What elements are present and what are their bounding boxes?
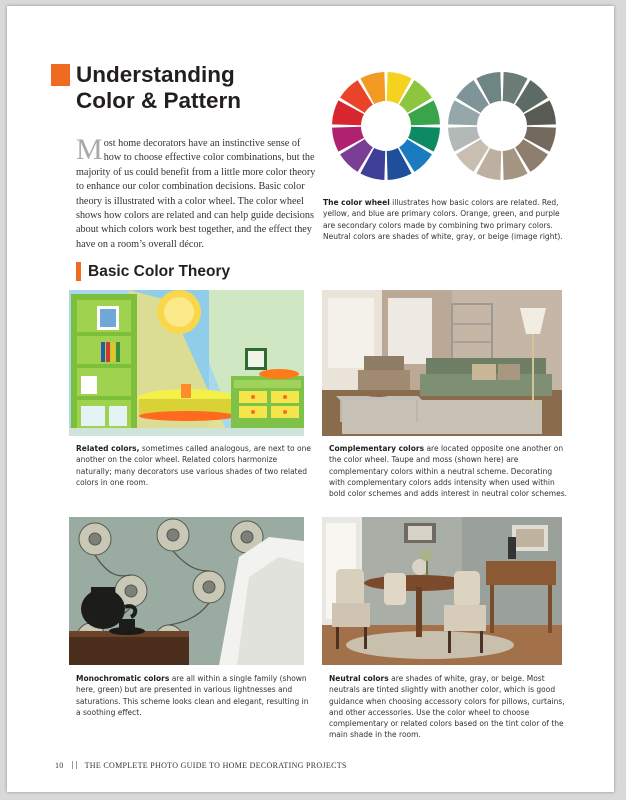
drop-cap: M: [76, 133, 103, 166]
caption-monochromatic-colors-text: are all within a single family (shown here, green) but are presented in various lightnesses and saturations. This scheme looks clean and elegant, resulting in a soothing effect.: [76, 674, 309, 717]
page-title-line-2: Color & Pattern: [76, 88, 242, 113]
page-number: 10: [55, 761, 64, 770]
caption-neutral-colors: [329, 673, 569, 741]
color-wheels: [330, 68, 562, 186]
caption-complementary-colors-lead: Complementary colors: [329, 444, 425, 453]
caption-complementary-colors-text: are located opposite one another on the color wheel. Taupe and moss (shown here) are complementary colors within a neutral scheme. Decorating with complementary colors adds intensity when used within bold color schemes and adds interest in neutral color schemes.: [329, 444, 567, 499]
bright-color-wheel: [331, 71, 441, 181]
photo-related-colors: [69, 290, 304, 436]
book-title: THE COMPLETE PHOTO GUIDE TO HOME DECORATING PROJECTS: [84, 761, 347, 770]
section-title: Basic Color Theory: [88, 263, 231, 280]
caption-monochromatic-colors-lead: Monochromatic colors: [76, 674, 170, 683]
bright-wheel-center: [363, 103, 409, 149]
caption-text: illustrates how basic colors are related. Red, yellow, and blue are primary colors. Orange, green, and purple are secondary colors made by combining two primary colors. Neutral colors are shades of white, gray, or beige (image right).: [323, 198, 563, 241]
intro-paragraph: [76, 133, 316, 252]
caption-complementary-colors: [329, 443, 567, 499]
page-footer: [55, 761, 347, 770]
photo-complementary-colors: [322, 290, 562, 436]
page: [7, 6, 614, 792]
caption-related-colors: [76, 443, 312, 488]
caption-related-colors-lead: Related colors,: [76, 444, 140, 453]
intro-text: ost home decorators have an instinctive sense of how to choose effective color combinations, but the majority of us could benefit from a little more color theory to enhance our color combination decisions. Basic color theory is illustrated with a color wheel. The color wheel shows how colors are related and can help guide decisions about which colors work best together, and the effect they have on a room’s overall décor.: [76, 138, 316, 250]
color-wheel-caption: [323, 197, 569, 242]
title-accent-bar: [51, 64, 70, 86]
neutral-color-wheel: [447, 71, 557, 181]
caption-neutral-colors-text: are shades of white, gray, or beige. Most neutrals are tinted slightly with another color, which is good guidance when choosing accessory colors for pillows, curtains, and other accessories. Use the color wheel to choose complementary or related colors based on the tint color of the main shade in the room.: [329, 674, 565, 740]
neutral-wheel-center: [479, 103, 525, 149]
page-title: [76, 62, 241, 114]
page-title-line-1: Understanding: [76, 62, 235, 87]
caption-neutral-colors-lead: Neutral colors: [329, 674, 389, 683]
caption-lead: The color wheel: [323, 198, 390, 207]
footer-separator: [72, 761, 77, 769]
photo-neutral-colors: [322, 517, 562, 665]
caption-related-colors-text: sometimes called analogous, are next to one another on the color wheel. Related colors harmonize naturally; many decorators use various shades of two related colors in one room.: [76, 444, 311, 487]
section-accent-bar: [76, 262, 81, 281]
caption-monochromatic-colors: [76, 673, 314, 718]
photo-monochromatic-colors: [69, 517, 304, 665]
